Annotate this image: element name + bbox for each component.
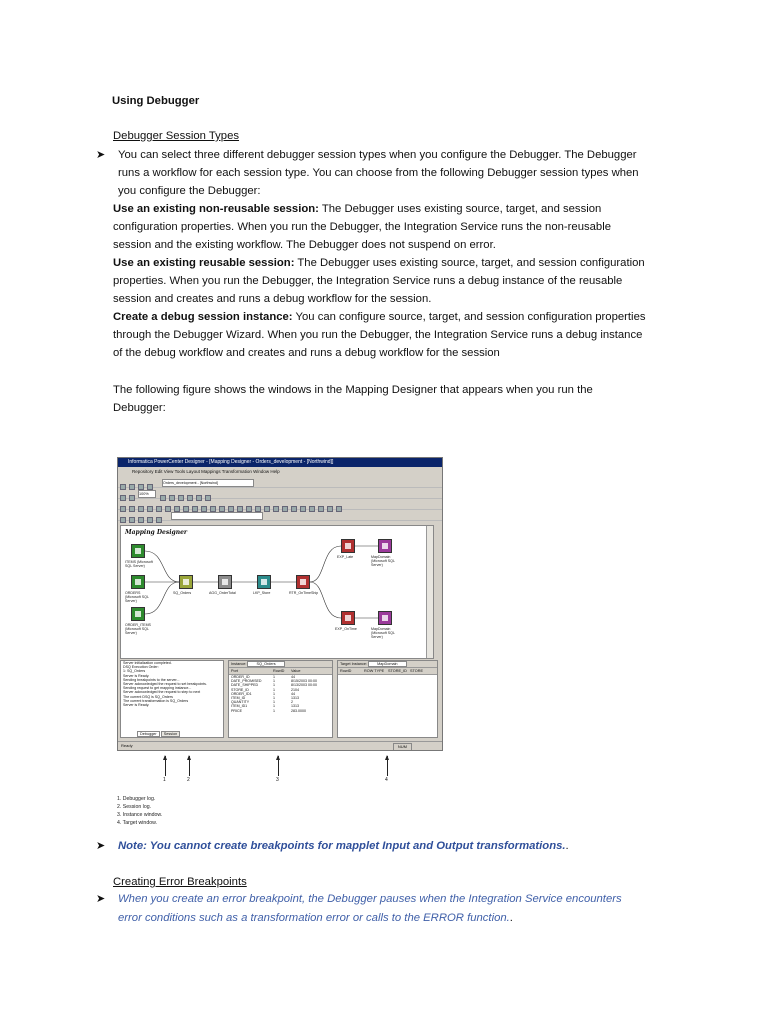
instance-selector[interactable]: Instance: SQ_Orders bbox=[229, 661, 332, 668]
source-node-order-items bbox=[131, 607, 145, 621]
type3-line2: through the Debugger Wizard. When you run the Debugger, the Integration Service runs a debug instance bbox=[113, 329, 643, 341]
exp-late-node bbox=[341, 539, 355, 553]
type1-line1: Use an existing non-reusable session: The Debugger uses existing source, target, and session bbox=[113, 203, 602, 215]
bullet2-line2: error conditions such as a transformation error or calls to the ERROR function.. bbox=[118, 912, 513, 924]
sq-orders-node bbox=[179, 575, 193, 589]
instance-row: ITEM_ID1 1 1313 bbox=[231, 704, 299, 709]
instance-row: QUANTITY 1 2 bbox=[231, 700, 293, 705]
toolbar-2: 100% bbox=[118, 488, 442, 499]
type3-line3: of the debug workflow and creates and runs a debug workflow for the session bbox=[113, 347, 500, 359]
callout-num-2: 2 bbox=[187, 777, 190, 783]
page-title: Using Debugger bbox=[112, 95, 200, 107]
bullet-arrow-icon: ➤ bbox=[96, 840, 106, 852]
node-label: AGG_OrderTotal bbox=[209, 591, 236, 595]
instance-columns: Port RowID Value bbox=[229, 668, 332, 675]
note: Note: You cannot create breakpoints for mapplet Input and Output transformations.. bbox=[118, 840, 569, 852]
mapping-designer-screenshot bbox=[117, 457, 443, 751]
router-node bbox=[296, 575, 310, 589]
node-label: ITEMS (Microsoft SQL Server) bbox=[125, 560, 153, 569]
node-label: MapDomain (Microsoft SQL Server) bbox=[371, 555, 395, 568]
section-heading-session-types: Debugger Session Types bbox=[113, 130, 240, 142]
instance-window bbox=[228, 660, 333, 738]
tab-debugger: Debugger bbox=[137, 731, 160, 737]
callout-arrow-2 bbox=[189, 756, 190, 776]
toolbar-3 bbox=[118, 499, 442, 510]
status-bar: Ready NUM bbox=[118, 741, 442, 749]
callout-arrow-3 bbox=[278, 756, 279, 776]
section-heading-error-breakpoints: Creating Error Breakpoints bbox=[113, 876, 247, 888]
instance-rows bbox=[229, 675, 332, 713]
source-node-items bbox=[131, 544, 145, 558]
tab-session: Session bbox=[161, 731, 181, 737]
target-columns: RowID ROW TYPE STORE_ID STORE bbox=[338, 668, 437, 675]
instance-row: ITEM_ID 1 1313 bbox=[231, 696, 299, 701]
bullet-arrow-icon: ➤ bbox=[96, 149, 106, 161]
callout-arrow-1 bbox=[165, 756, 166, 776]
node-label: ORDERS (Microsoft SQL Server) bbox=[125, 591, 149, 604]
node-label: EXP_OnTime bbox=[335, 627, 357, 631]
target-window bbox=[337, 660, 438, 738]
node-label: LKP_Store bbox=[253, 591, 271, 595]
type2-line2: properties. When you run the Debugger, the Integration Service runs a debug instance of the reusable bbox=[113, 275, 623, 287]
figure-intro-line1: The following figure shows the windows in the Mapping Designer that appears when you run the bbox=[113, 384, 593, 396]
mapping-canvas bbox=[120, 525, 434, 659]
window-controls bbox=[420, 459, 440, 466]
instance-row: DATE_PROMISED 1 8/15/2003 00:00 bbox=[231, 679, 317, 684]
bullet2-line1: When you create an error breakpoint, the Debugger pauses when the Integration Service encounters bbox=[118, 893, 622, 905]
toolbar-1: Orders_development - [Northwind] bbox=[118, 477, 442, 488]
lkp-node bbox=[257, 575, 271, 589]
bullet1-line2: runs a workflow for each session type. You can choose from the following Debugger session types when bbox=[118, 167, 639, 179]
source-node-orders bbox=[131, 575, 145, 589]
menu-bar: Repository Edit View Tools Layout Mappings Transformation Window Help bbox=[132, 469, 280, 474]
type2-line3: session and creates and runs a debug workflow for the session. bbox=[113, 293, 432, 305]
callout-num-3: 3 bbox=[276, 777, 279, 783]
callout-num-4: 4 bbox=[385, 777, 388, 783]
instance-row: ORDER_ID 1 44 bbox=[231, 675, 295, 679]
canvas-scrollbar[interactable] bbox=[426, 526, 433, 658]
bullet1-line1: You can select three different debugger session types when you configure the Debugger. The Debugger bbox=[118, 149, 637, 161]
target-node-2 bbox=[378, 611, 392, 625]
legend-item: 3. Instance window. bbox=[117, 812, 163, 818]
target-selector[interactable]: Target Instance: MapDomain bbox=[338, 661, 437, 668]
bullet-arrow-icon: ➤ bbox=[96, 893, 106, 905]
node-label: MapDomain (Microsoft SQL Server) bbox=[371, 627, 395, 640]
node-label: EXP_Late bbox=[337, 555, 354, 559]
node-label: RTR_OnTimeShip bbox=[289, 591, 319, 595]
exp-ontime-node bbox=[341, 611, 355, 625]
instance-row: STORE_ID 1 2104 bbox=[231, 687, 299, 692]
type1-line2: configuration properties. When you run the Debugger, the Integration Service runs the non-reusable bbox=[113, 221, 611, 233]
callout-arrow-4 bbox=[387, 756, 388, 776]
debugger-panes bbox=[120, 660, 438, 738]
window-title-bar: Informatica PowerCenter Designer - [Mapping Designer - Orders_development - [Northwind]] bbox=[118, 458, 442, 467]
output-window: Server initialization completed. DSQ Execution Order: 1: SQ_Orders Server is Ready. Sending breakpoints to the server... Server acknowledged the request to set breakpoints. Sending request to get mapping instance... Server acknowledged the request to step to next The current DSQ is SQ_Orders The current transformation is SQ_Orders Server is Ready. Debugger Session bbox=[120, 660, 224, 738]
toolbar-4 bbox=[118, 510, 442, 521]
type2-line1: Use an existing reusable session: The Debugger uses existing source, target, and session configuration bbox=[113, 257, 645, 269]
instance-row: PRICE 1 283.0000 bbox=[231, 708, 306, 713]
type3-line1: Create a debug session instance: You can configure source, target, and session configuration properties bbox=[113, 311, 646, 323]
node-label: SQ_Orders bbox=[173, 591, 192, 595]
canvas-heading: Mapping Designer bbox=[125, 529, 188, 536]
legend-item: 2. Session log. bbox=[117, 804, 152, 810]
instance-row: DATE_SHIPPED 1 8/13/2003 00:00 bbox=[231, 683, 317, 688]
legend-item: 4. Target window. bbox=[117, 820, 157, 826]
instance-row: ORDER_ID1 1 44 bbox=[231, 691, 295, 696]
callout-num-1: 1 bbox=[163, 777, 166, 783]
figure-intro-line2: Debugger: bbox=[113, 402, 166, 414]
log-tabs[interactable] bbox=[137, 732, 180, 736]
agg-node bbox=[218, 575, 232, 589]
target-node-1 bbox=[378, 539, 392, 553]
bullet1-line3: you configure the Debugger: bbox=[118, 185, 261, 197]
legend-item: 1. Debugger log. bbox=[117, 796, 156, 802]
type1-line3: session and the existing workflow. The Debugger does not suspend on error. bbox=[113, 239, 496, 251]
node-label: ORDER_ITEMS (Microsoft SQL Server) bbox=[125, 623, 151, 636]
